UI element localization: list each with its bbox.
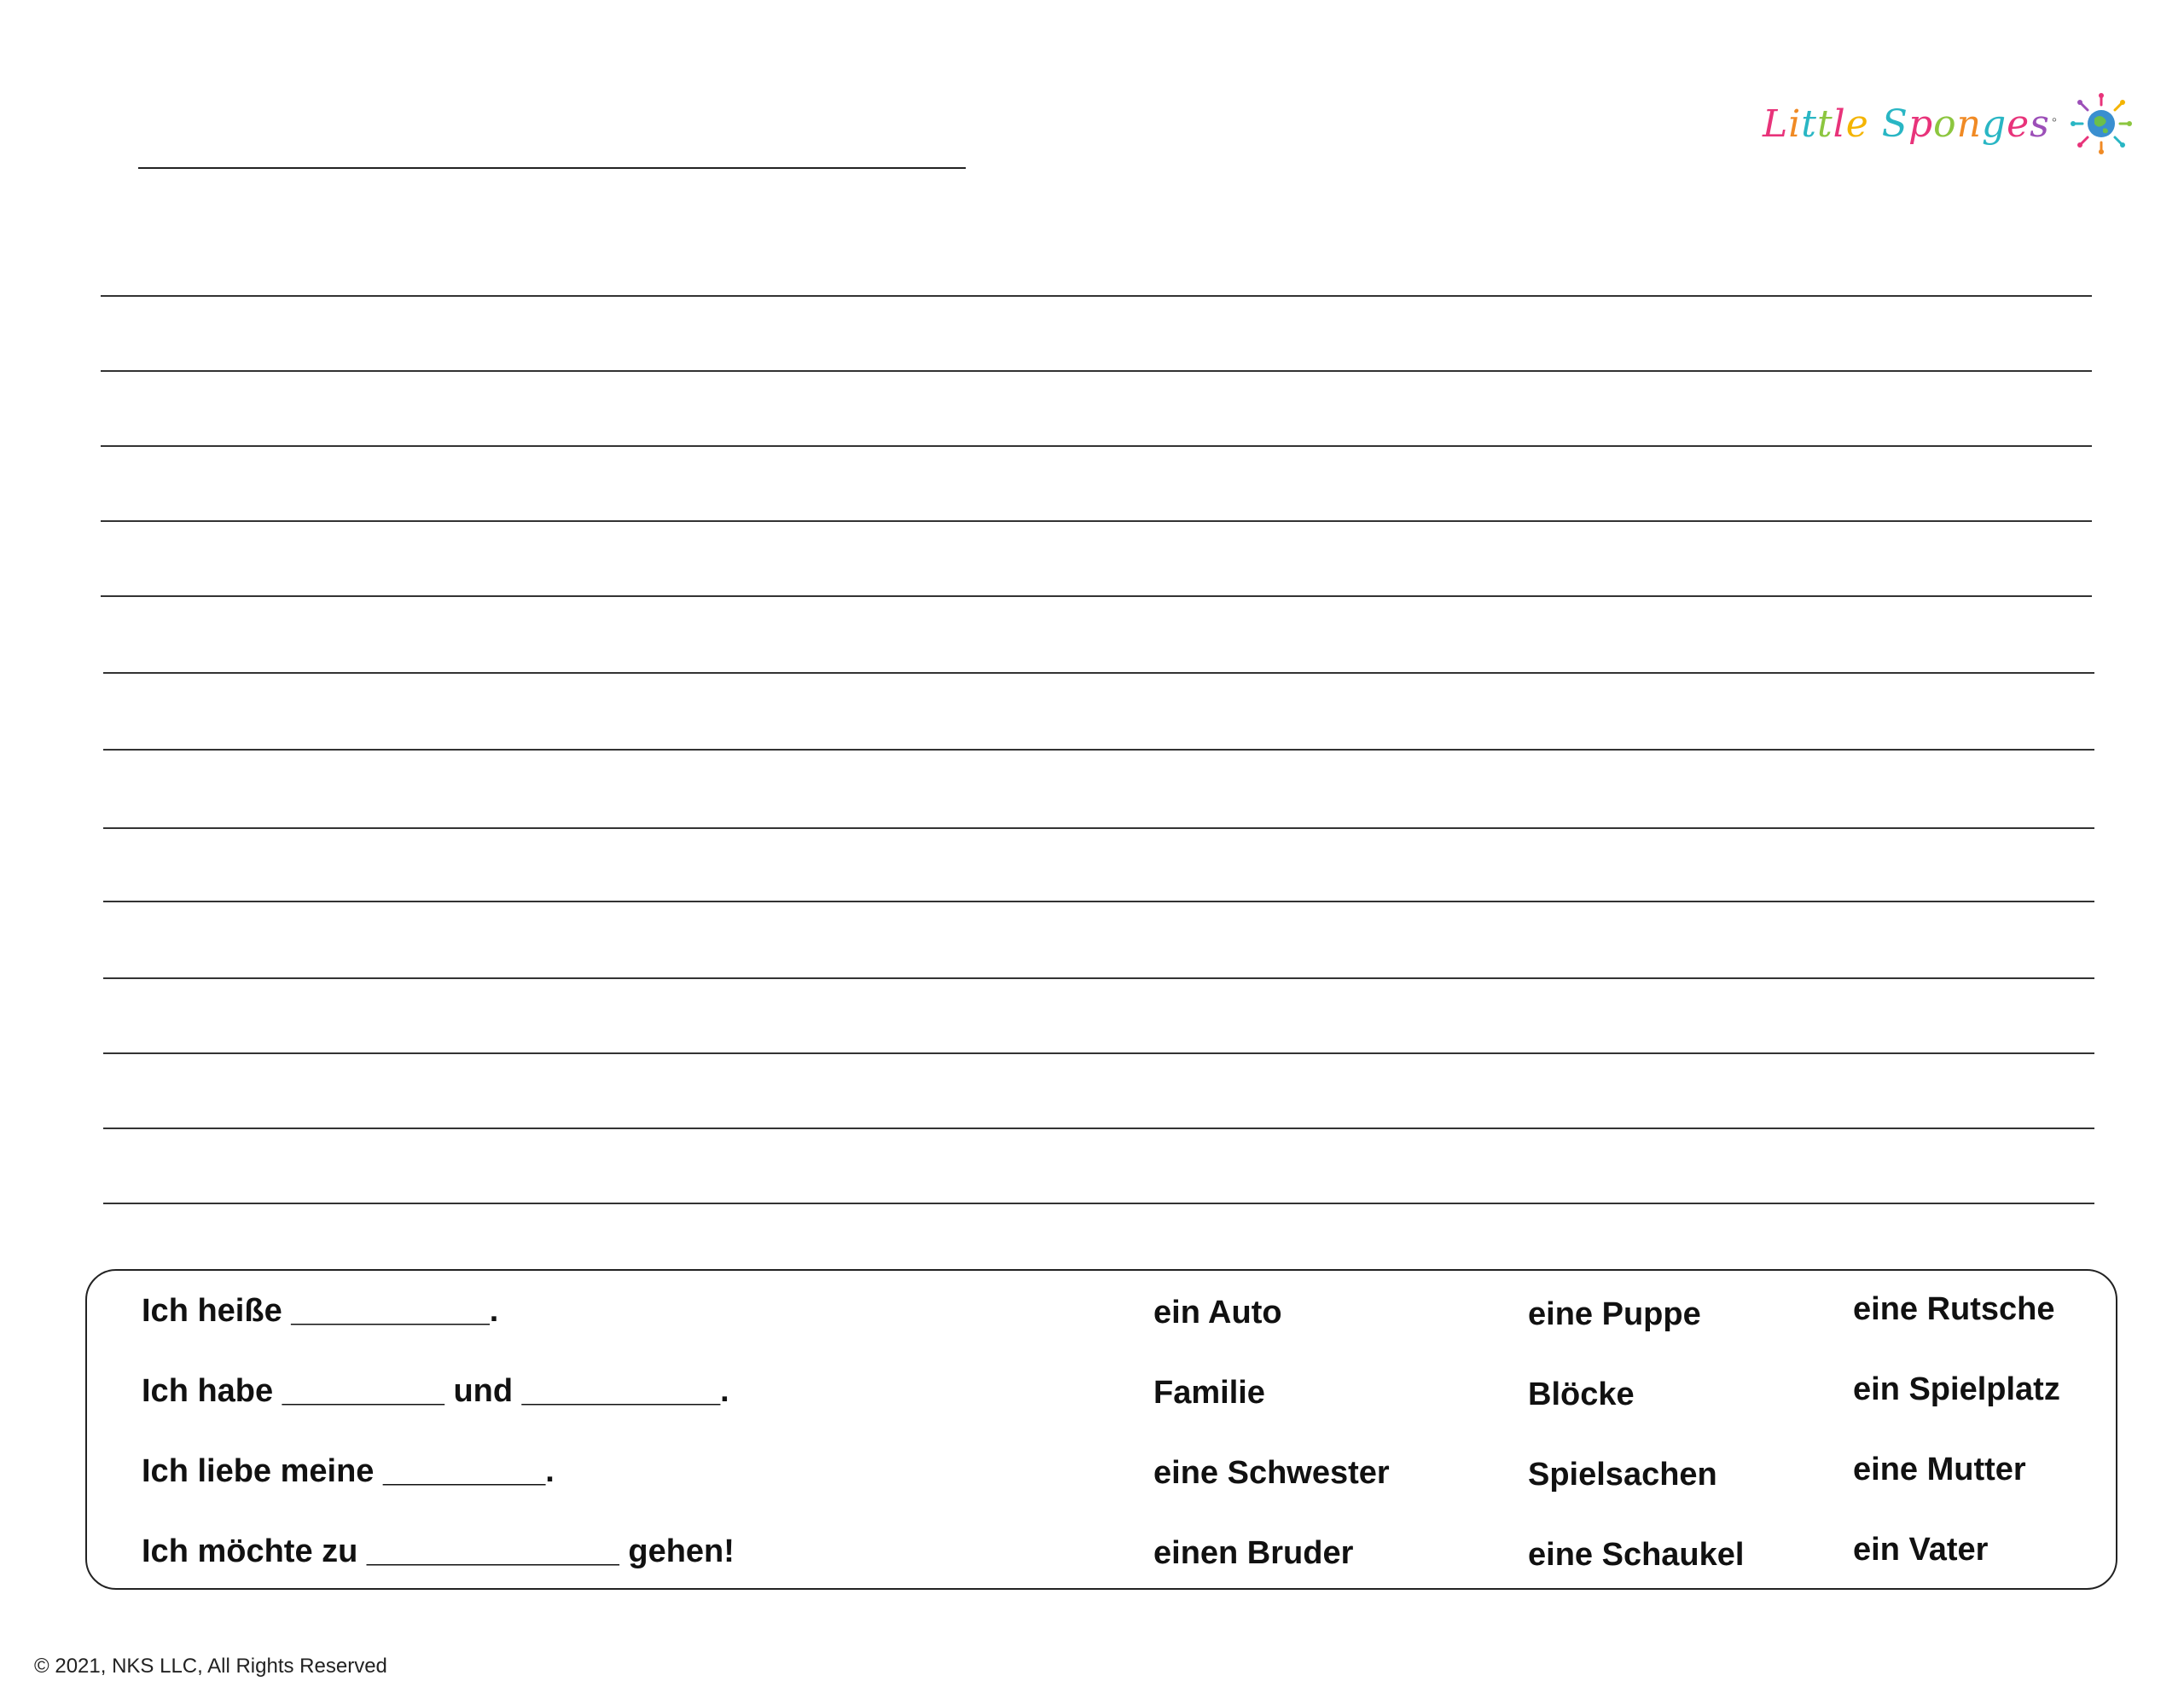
word-bank-item: Familie: [1153, 1375, 1265, 1411]
word-bank-item: eine Schaukel: [1528, 1537, 1745, 1573]
sentence-prompt: Ich heiße ___________.: [142, 1293, 499, 1329]
logo-letter: S: [1881, 101, 1908, 146]
writing-line[interactable]: [103, 672, 2094, 674]
logo-letter: e: [2007, 101, 2030, 146]
word-bank-box: [85, 1269, 2117, 1590]
name-line[interactable]: [138, 167, 966, 169]
word-bank-item: ein Vater: [1853, 1532, 1989, 1568]
word-bank-item: eine Puppe: [1528, 1296, 1701, 1332]
writing-line[interactable]: [103, 1052, 2094, 1054]
writing-line[interactable]: [103, 749, 2094, 751]
little-sponges-logo: [1763, 94, 2132, 154]
word-bank-item: eine Schwester: [1153, 1455, 1390, 1491]
writing-line[interactable]: [101, 370, 2092, 372]
writing-line[interactable]: [101, 595, 2092, 597]
logo-letter: s: [2030, 101, 2050, 146]
word-bank-item: eine Mutter: [1853, 1452, 2026, 1487]
word-bank-item: ein Auto: [1153, 1295, 1282, 1330]
logo-text: [1763, 102, 2050, 146]
writing-line[interactable]: [103, 901, 2094, 902]
word-bank-item: eine Rutsche: [1853, 1291, 2055, 1327]
sentence-prompt: Ich möchte zu ______________ gehen!: [142, 1533, 735, 1569]
writing-line[interactable]: [101, 520, 2092, 522]
logo-registered-mark: °: [2051, 116, 2058, 130]
copyright-notice: © 2021, NKS LLC, All Rights Reserved: [34, 1655, 387, 1678]
word-bank-item: Blöcke: [1528, 1377, 1635, 1412]
sentence-prompt: Ich habe _________ und ___________.: [142, 1373, 729, 1409]
logo-letter: t: [1816, 101, 1833, 146]
word-bank-item: ein Spielplatz: [1853, 1371, 2060, 1407]
sentence-prompt: Ich liebe meine _________.: [142, 1453, 555, 1489]
logo-letter: o: [1933, 101, 1957, 146]
logo-letter: n: [1956, 101, 1982, 146]
writing-line[interactable]: [101, 445, 2092, 447]
word-bank-item: Spielsachen: [1528, 1457, 1717, 1493]
writing-line[interactable]: [103, 827, 2094, 829]
logo-letter: [1869, 102, 1882, 146]
word-bank-item: einen Bruder: [1153, 1535, 1354, 1571]
logo-letter: i: [1788, 101, 1802, 146]
globe-icon: [2071, 93, 2132, 154]
writing-line[interactable]: [103, 977, 2094, 979]
logo-letter: g: [1981, 101, 2007, 146]
logo-letter: l: [1833, 101, 1846, 146]
logo-letter: L: [1763, 101, 1789, 146]
writing-line[interactable]: [101, 295, 2092, 297]
logo-letter: e: [1845, 101, 1869, 146]
writing-line[interactable]: [103, 1203, 2094, 1204]
logo-letter: p: [1908, 101, 1934, 146]
writing-line[interactable]: [103, 1128, 2094, 1129]
logo-letter: t: [1801, 101, 1817, 146]
